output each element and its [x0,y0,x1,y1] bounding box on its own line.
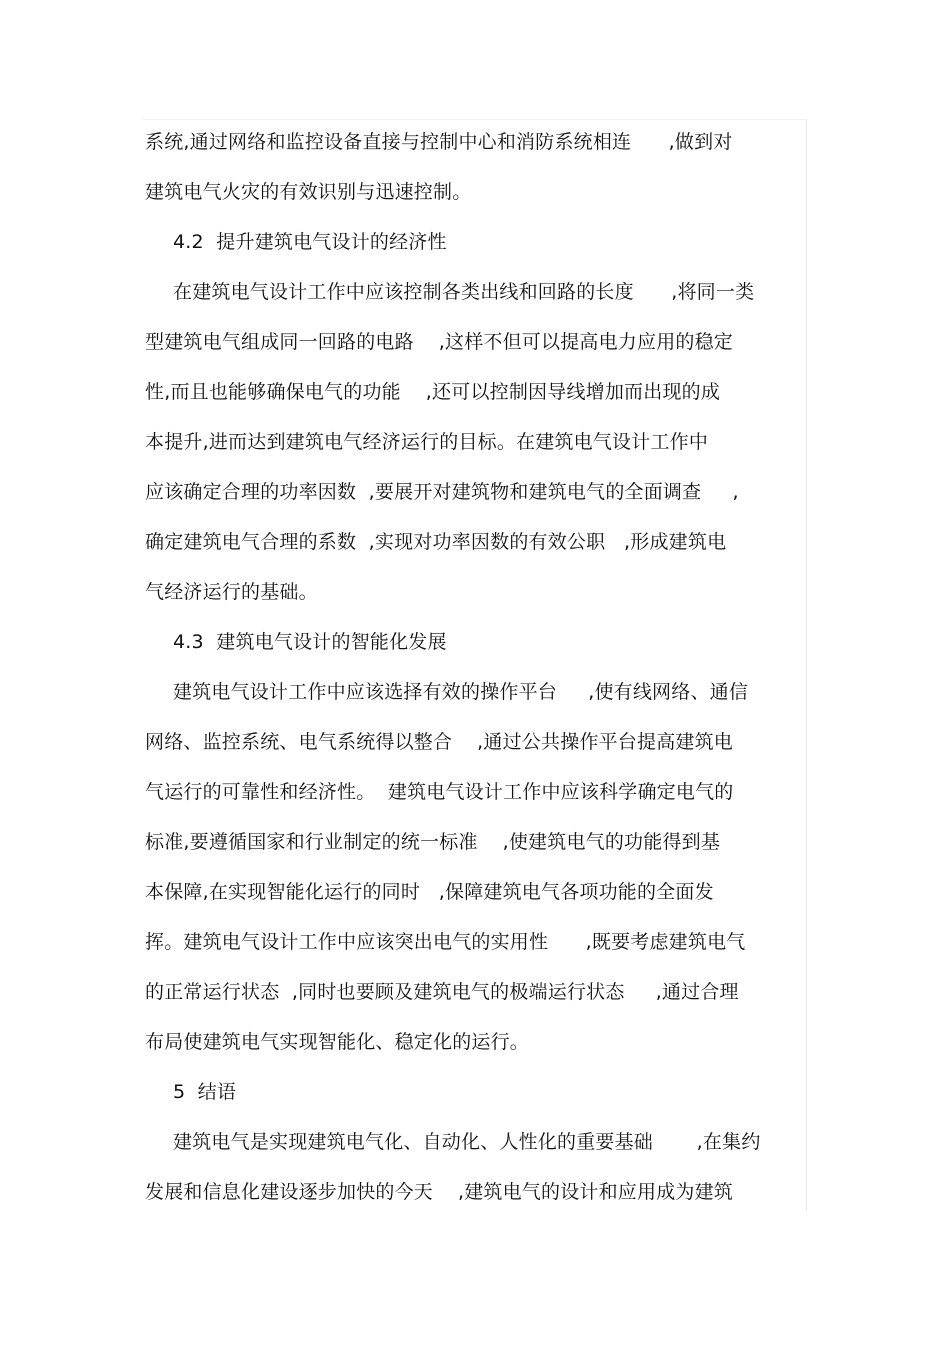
paragraph-line: 本保障,在实现智能化运行的同时 ,保障建筑电气各项功能的全面发 [145,881,714,903]
section-heading-4-3: 4.3 建筑电气设计的智能化发展 [173,631,447,653]
paragraph-line: 性,而且也能够确保电气的功能 ,还可以控制因导线增加而出现的成 [145,381,721,403]
paragraph-line: 建筑电气设计工作中应该选择有效的操作平台 ,使有线网络、通信 [173,681,749,703]
paragraph-line: 挥。建筑电气设计工作中应该突出电气的实用性 ,既要考虑建筑电气 [145,931,746,953]
paragraph-line: 本提升,进而达到建筑电气经济运行的目标。在建筑电气设计工作中 [145,431,709,453]
paragraph-line: 在建筑电气设计工作中应该控制各类出线和回路的长度 ,将同一类 [173,281,755,303]
paragraph-line: 应该确定合理的功率因数 ,要展开对建筑物和建筑电气的全面调查 , [145,481,739,503]
paragraph-line: 气运行的可靠性和经济性。 建筑电气设计工作中应该科学确定电气的 [145,781,734,803]
paragraph-line: 气经济运行的基础。 [145,581,318,603]
paragraph-line: 发展和信息化建设逐步加快的今天 ,建筑电气的设计和应用成为建筑 [145,1181,733,1203]
paragraph-line: 确定建筑电气合理的系数 ,实现对功率因数的有效公职 ,形成建筑电 [145,531,727,553]
section-heading-5: 5 结语 [173,1081,237,1103]
paragraph-line: 布局使建筑电气实现智能化、稳定化的运行。 [145,1031,530,1053]
document-body [145,117,815,1217]
section-heading-4-2: 4.2 提升建筑电气设计的经济性 [173,231,447,253]
paragraph-line: 建筑电气火灾的有效识别与迅速控制。 [145,181,472,203]
paragraph-line: 网络、监控系统、电气系统得以整合 ,通过公共操作平台提高建筑电 [145,731,733,753]
paragraph-line: 建筑电气是实现建筑电气化、自动化、人性化的重要基础 ,在集约 [173,1131,761,1153]
paragraph-line: 型建筑电气组成同一回路的电路 ,这样不但可以提高电力应用的稳定 [145,331,733,353]
paragraph-line: 的正常运行状态 ,同时也要顾及建筑电气的极端运行状态 ,通过合理 [145,981,739,1003]
paragraph-line: 系统,通过网络和监控设备直接与控制中心和消防系统相连 ,做到对 [145,131,733,153]
paragraph-line: 标准,要遵循国家和行业制定的统一标准 ,使建筑电气的功能得到基 [145,831,721,853]
